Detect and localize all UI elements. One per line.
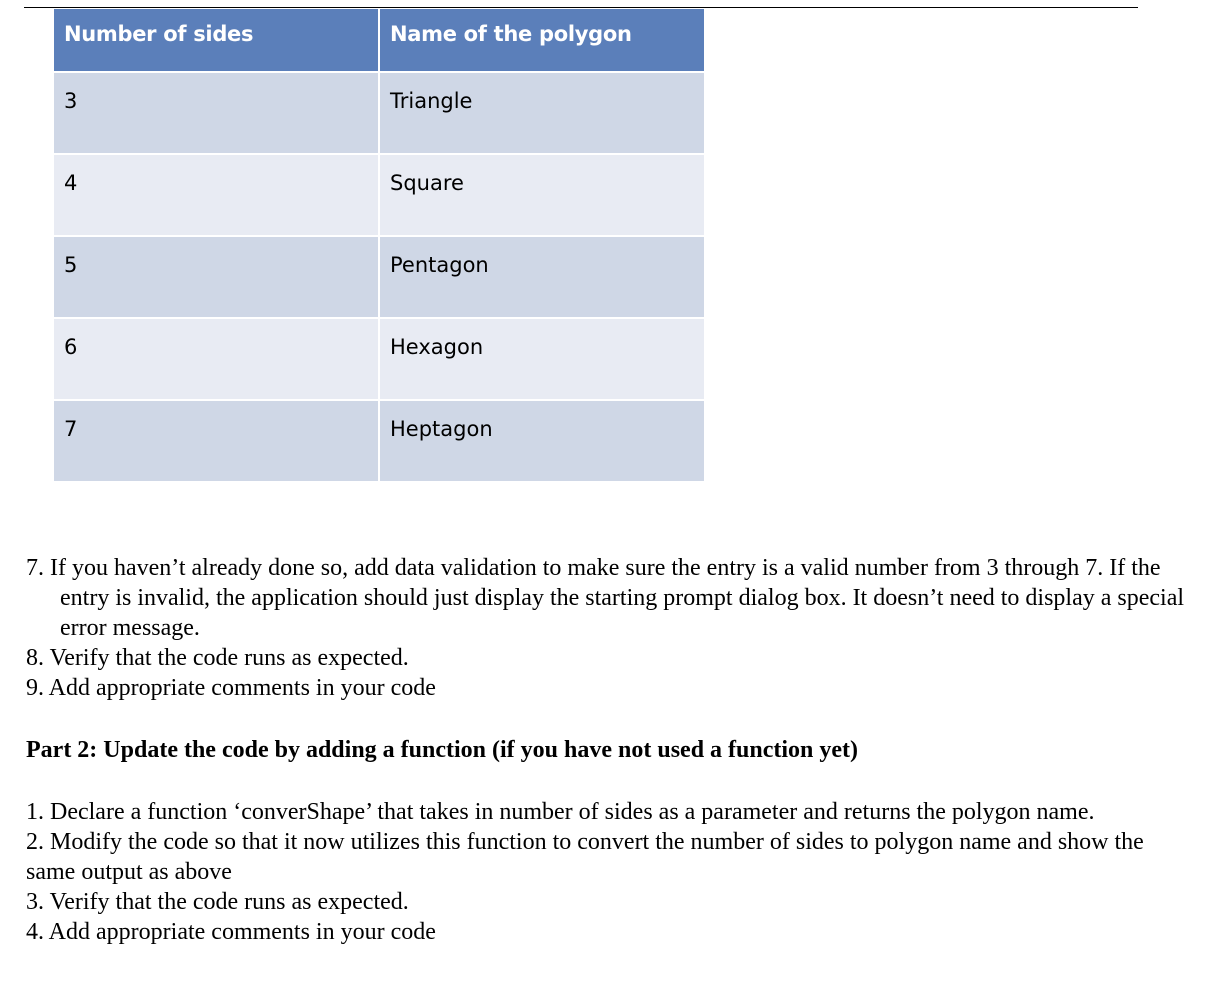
step-8-verify: 8. Verify that the code runs as expected. [26, 645, 409, 671]
header-number-of-sides: Number of sides [54, 9, 378, 71]
cell-sides: 6 [54, 319, 378, 399]
part2-step-1-declare-function: 1. Declare a function ‘converShape’ that takes in number of sides as a parameter and returns the polygon name. [26, 799, 1095, 825]
instructions-text [26, 553, 1186, 947]
cell-polygon-name: Pentagon [380, 237, 704, 317]
header-polygon-name: Name of the polygon [380, 9, 704, 71]
cell-sides: 5 [54, 237, 378, 317]
cell-polygon-name: Hexagon [380, 319, 704, 399]
part2-step-4-comments: 4. Add appropriate comments in your code [26, 919, 436, 945]
table-row [54, 237, 704, 317]
step-7-validation: 7. If you haven’t already done so, add data validation to make sure the entry is a valid number from 3 through 7. If the entry is invalid, the application should just display the starting prompt dialog box. It doesn’t need to display a special error message. [26, 555, 1185, 641]
table-row [54, 401, 704, 481]
table-row [54, 155, 704, 235]
cell-sides: 7 [54, 401, 378, 481]
polygon-table [52, 7, 706, 483]
part2-step-3-verify: 3. Verify that the code runs as expected. [26, 889, 409, 915]
cell-sides: 3 [54, 73, 378, 153]
table-row [54, 73, 704, 153]
table-row [54, 319, 704, 399]
part2-step-2-modify-code: 2. Modify the code so that it now utilizes this function to convert the number of sides to polygon name and show the same output as above [26, 829, 1144, 885]
part-2-heading: Part 2: Update the code by adding a function (if you have not used a function yet) [26, 737, 859, 763]
cell-sides: 4 [54, 155, 378, 235]
step-9-comments: 9. Add appropriate comments in your code [26, 675, 436, 701]
cell-polygon-name: Heptagon [380, 401, 704, 481]
cell-polygon-name: Square [380, 155, 704, 235]
polygon-table-container [54, 9, 704, 481]
table-header-row [54, 9, 704, 71]
cell-polygon-name: Triangle [380, 73, 704, 153]
